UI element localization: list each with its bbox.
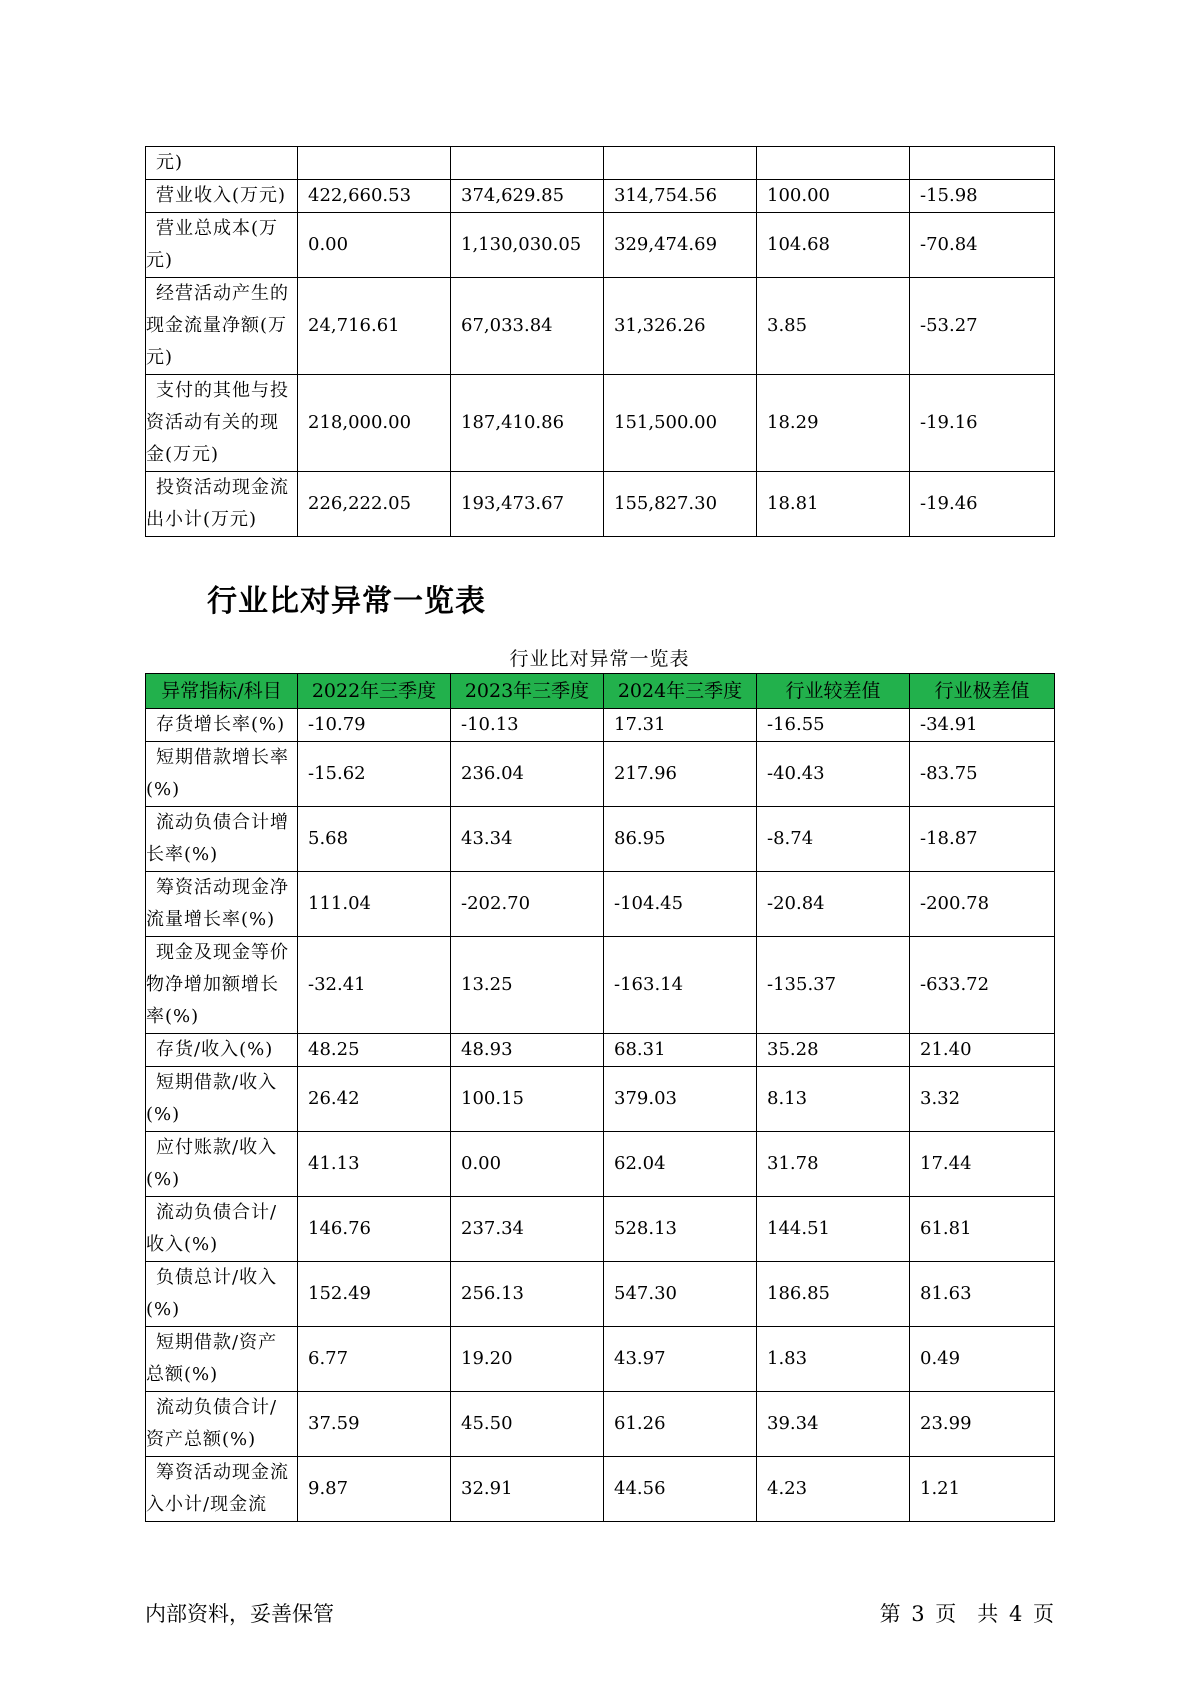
- value-cell: 81.63: [910, 1262, 1055, 1327]
- value-cell: 151,500.00: [604, 375, 757, 472]
- value-cell: 237.34: [451, 1197, 604, 1262]
- value-cell: [604, 147, 757, 180]
- value-cell: -633.72: [910, 937, 1055, 1034]
- value-cell: 186.85: [757, 1262, 910, 1327]
- value-cell: 86.95: [604, 807, 757, 872]
- header-cell: 2023年三季度: [451, 674, 604, 709]
- value-cell: -16.55: [757, 709, 910, 742]
- industry-comparison-table: [145, 673, 1055, 1522]
- value-cell: -200.78: [910, 872, 1055, 937]
- value-cell: -32.41: [298, 937, 451, 1034]
- table-row: [146, 1132, 1055, 1197]
- value-cell: -8.74: [757, 807, 910, 872]
- value-cell: 31,326.26: [604, 278, 757, 375]
- value-cell: 547.30: [604, 1262, 757, 1327]
- table-row: [146, 937, 1055, 1034]
- table-row: [146, 278, 1055, 375]
- value-cell: 422,660.53: [298, 180, 451, 213]
- value-cell: -202.70: [451, 872, 604, 937]
- value-cell: 13.25: [451, 937, 604, 1034]
- table-caption: 行业比对异常一览表: [509, 648, 690, 670]
- row-label: 支付的其他与投资活动有关的现金(万元): [146, 375, 298, 472]
- value-cell: 226,222.05: [298, 472, 451, 537]
- value-cell: 379.03: [604, 1067, 757, 1132]
- table-row: [146, 147, 1055, 180]
- table-row: [146, 872, 1055, 937]
- value-cell: 4.23: [757, 1457, 910, 1522]
- value-cell: 314,754.56: [604, 180, 757, 213]
- value-cell: 24,716.61: [298, 278, 451, 375]
- value-cell: 18.81: [757, 472, 910, 537]
- value-cell: 5.68: [298, 807, 451, 872]
- value-cell: 68.31: [604, 1034, 757, 1067]
- value-cell: 6.77: [298, 1327, 451, 1392]
- value-cell: -70.84: [910, 213, 1055, 278]
- row-label: 元): [146, 147, 298, 180]
- value-cell: 61.26: [604, 1392, 757, 1457]
- value-cell: [451, 147, 604, 180]
- value-cell: 187,410.86: [451, 375, 604, 472]
- value-cell: 67,033.84: [451, 278, 604, 375]
- value-cell: 32.91: [451, 1457, 604, 1522]
- header-cell: 异常指标/科目: [146, 674, 298, 709]
- value-cell: 44.56: [604, 1457, 757, 1522]
- value-cell: 21.40: [910, 1034, 1055, 1067]
- value-cell: 17.31: [604, 709, 757, 742]
- value-cell: 0.00: [451, 1132, 604, 1197]
- section-title: 行业比对异常一览表: [207, 584, 486, 619]
- value-cell: -40.43: [757, 742, 910, 807]
- table-row: [146, 1392, 1055, 1457]
- row-label: 营业总成本(万元): [146, 213, 298, 278]
- value-cell: 218,000.00: [298, 375, 451, 472]
- table-row: [146, 1067, 1055, 1132]
- value-cell: -19.46: [910, 472, 1055, 537]
- value-cell: [757, 147, 910, 180]
- value-cell: 62.04: [604, 1132, 757, 1197]
- value-cell: 528.13: [604, 1197, 757, 1262]
- row-label: 短期借款/资产总额(%): [146, 1327, 298, 1392]
- page-number: 第 3 页 共 4 页: [879, 1602, 1054, 1626]
- value-cell: -53.27: [910, 278, 1055, 375]
- row-label: 存货/收入(%): [146, 1034, 298, 1067]
- table-row: [146, 213, 1055, 278]
- value-cell: [298, 147, 451, 180]
- table-row: [146, 375, 1055, 472]
- value-cell: 374,629.85: [451, 180, 604, 213]
- row-label: 筹资活动现金流入小计/现金流: [146, 1457, 298, 1522]
- header-cell: 行业较差值: [757, 674, 910, 709]
- value-cell: 111.04: [298, 872, 451, 937]
- financial-data-table-continued: [145, 146, 1055, 537]
- value-cell: -10.13: [451, 709, 604, 742]
- row-label: 投资活动现金流出小计(万元): [146, 472, 298, 537]
- row-label: 经营活动产生的现金流量净额(万元): [146, 278, 298, 375]
- value-cell: 37.59: [298, 1392, 451, 1457]
- value-cell: -20.84: [757, 872, 910, 937]
- value-cell: 256.13: [451, 1262, 604, 1327]
- table-row: [146, 472, 1055, 537]
- confidential-notice: 内部资料，妥善保管: [145, 1602, 334, 1626]
- value-cell: 35.28: [757, 1034, 910, 1067]
- value-cell: 193,473.67: [451, 472, 604, 537]
- value-cell: 23.99: [910, 1392, 1055, 1457]
- value-cell: 18.29: [757, 375, 910, 472]
- row-label: 流动负债合计增长率(%): [146, 807, 298, 872]
- value-cell: -10.79: [298, 709, 451, 742]
- value-cell: 1,130,030.05: [451, 213, 604, 278]
- value-cell: -163.14: [604, 937, 757, 1034]
- value-cell: 155,827.30: [604, 472, 757, 537]
- value-cell: 9.87: [298, 1457, 451, 1522]
- table-row: [146, 742, 1055, 807]
- value-cell: 144.51: [757, 1197, 910, 1262]
- value-cell: 3.85: [757, 278, 910, 375]
- header-cell: 行业极差值: [910, 674, 1055, 709]
- table-row: [146, 1034, 1055, 1067]
- value-cell: -34.91: [910, 709, 1055, 742]
- row-label: 负债总计/收入(%): [146, 1262, 298, 1327]
- table-row: [146, 180, 1055, 213]
- table-row: [146, 709, 1055, 742]
- row-label: 现金及现金等价物净增加额增长率(%): [146, 937, 298, 1034]
- value-cell: 26.42: [298, 1067, 451, 1132]
- value-cell: 100.15: [451, 1067, 604, 1132]
- table-row: [146, 807, 1055, 872]
- value-cell: 146.76: [298, 1197, 451, 1262]
- header-cell: 2024年三季度: [604, 674, 757, 709]
- value-cell: 8.13: [757, 1067, 910, 1132]
- value-cell: 31.78: [757, 1132, 910, 1197]
- value-cell: -19.16: [910, 375, 1055, 472]
- value-cell: 61.81: [910, 1197, 1055, 1262]
- value-cell: 329,474.69: [604, 213, 757, 278]
- value-cell: 48.25: [298, 1034, 451, 1067]
- row-label: 存货增长率(%): [146, 709, 298, 742]
- value-cell: 104.68: [757, 213, 910, 278]
- value-cell: 45.50: [451, 1392, 604, 1457]
- value-cell: -18.87: [910, 807, 1055, 872]
- value-cell: -15.62: [298, 742, 451, 807]
- value-cell: 19.20: [451, 1327, 604, 1392]
- value-cell: 0.00: [298, 213, 451, 278]
- value-cell: 41.13: [298, 1132, 451, 1197]
- value-cell: 43.97: [604, 1327, 757, 1392]
- value-cell: 152.49: [298, 1262, 451, 1327]
- value-cell: -104.45: [604, 872, 757, 937]
- value-cell: 1.83: [757, 1327, 910, 1392]
- value-cell: [910, 147, 1055, 180]
- row-label: 应付账款/收入(%): [146, 1132, 298, 1197]
- value-cell: 43.34: [451, 807, 604, 872]
- value-cell: 0.49: [910, 1327, 1055, 1392]
- table-row: [146, 1457, 1055, 1522]
- value-cell: 1.21: [910, 1457, 1055, 1522]
- row-label: 流动负债合计/资产总额(%): [146, 1392, 298, 1457]
- table-row: [146, 1327, 1055, 1392]
- value-cell: 3.32: [910, 1067, 1055, 1132]
- row-label: 流动负债合计/收入(%): [146, 1197, 298, 1262]
- value-cell: -135.37: [757, 937, 910, 1034]
- value-cell: 39.34: [757, 1392, 910, 1457]
- row-label: 短期借款/收入(%): [146, 1067, 298, 1132]
- row-label: 短期借款增长率(%): [146, 742, 298, 807]
- table-header-row: [146, 674, 1055, 709]
- value-cell: -15.98: [910, 180, 1055, 213]
- value-cell: 48.93: [451, 1034, 604, 1067]
- table-row: [146, 1197, 1055, 1262]
- header-cell: 2022年三季度: [298, 674, 451, 709]
- value-cell: 17.44: [910, 1132, 1055, 1197]
- row-label: 筹资活动现金净流量增长率(%): [146, 872, 298, 937]
- table-row: [146, 1262, 1055, 1327]
- value-cell: 100.00: [757, 180, 910, 213]
- value-cell: 236.04: [451, 742, 604, 807]
- value-cell: -83.75: [910, 742, 1055, 807]
- row-label: 营业收入(万元): [146, 180, 298, 213]
- value-cell: 217.96: [604, 742, 757, 807]
